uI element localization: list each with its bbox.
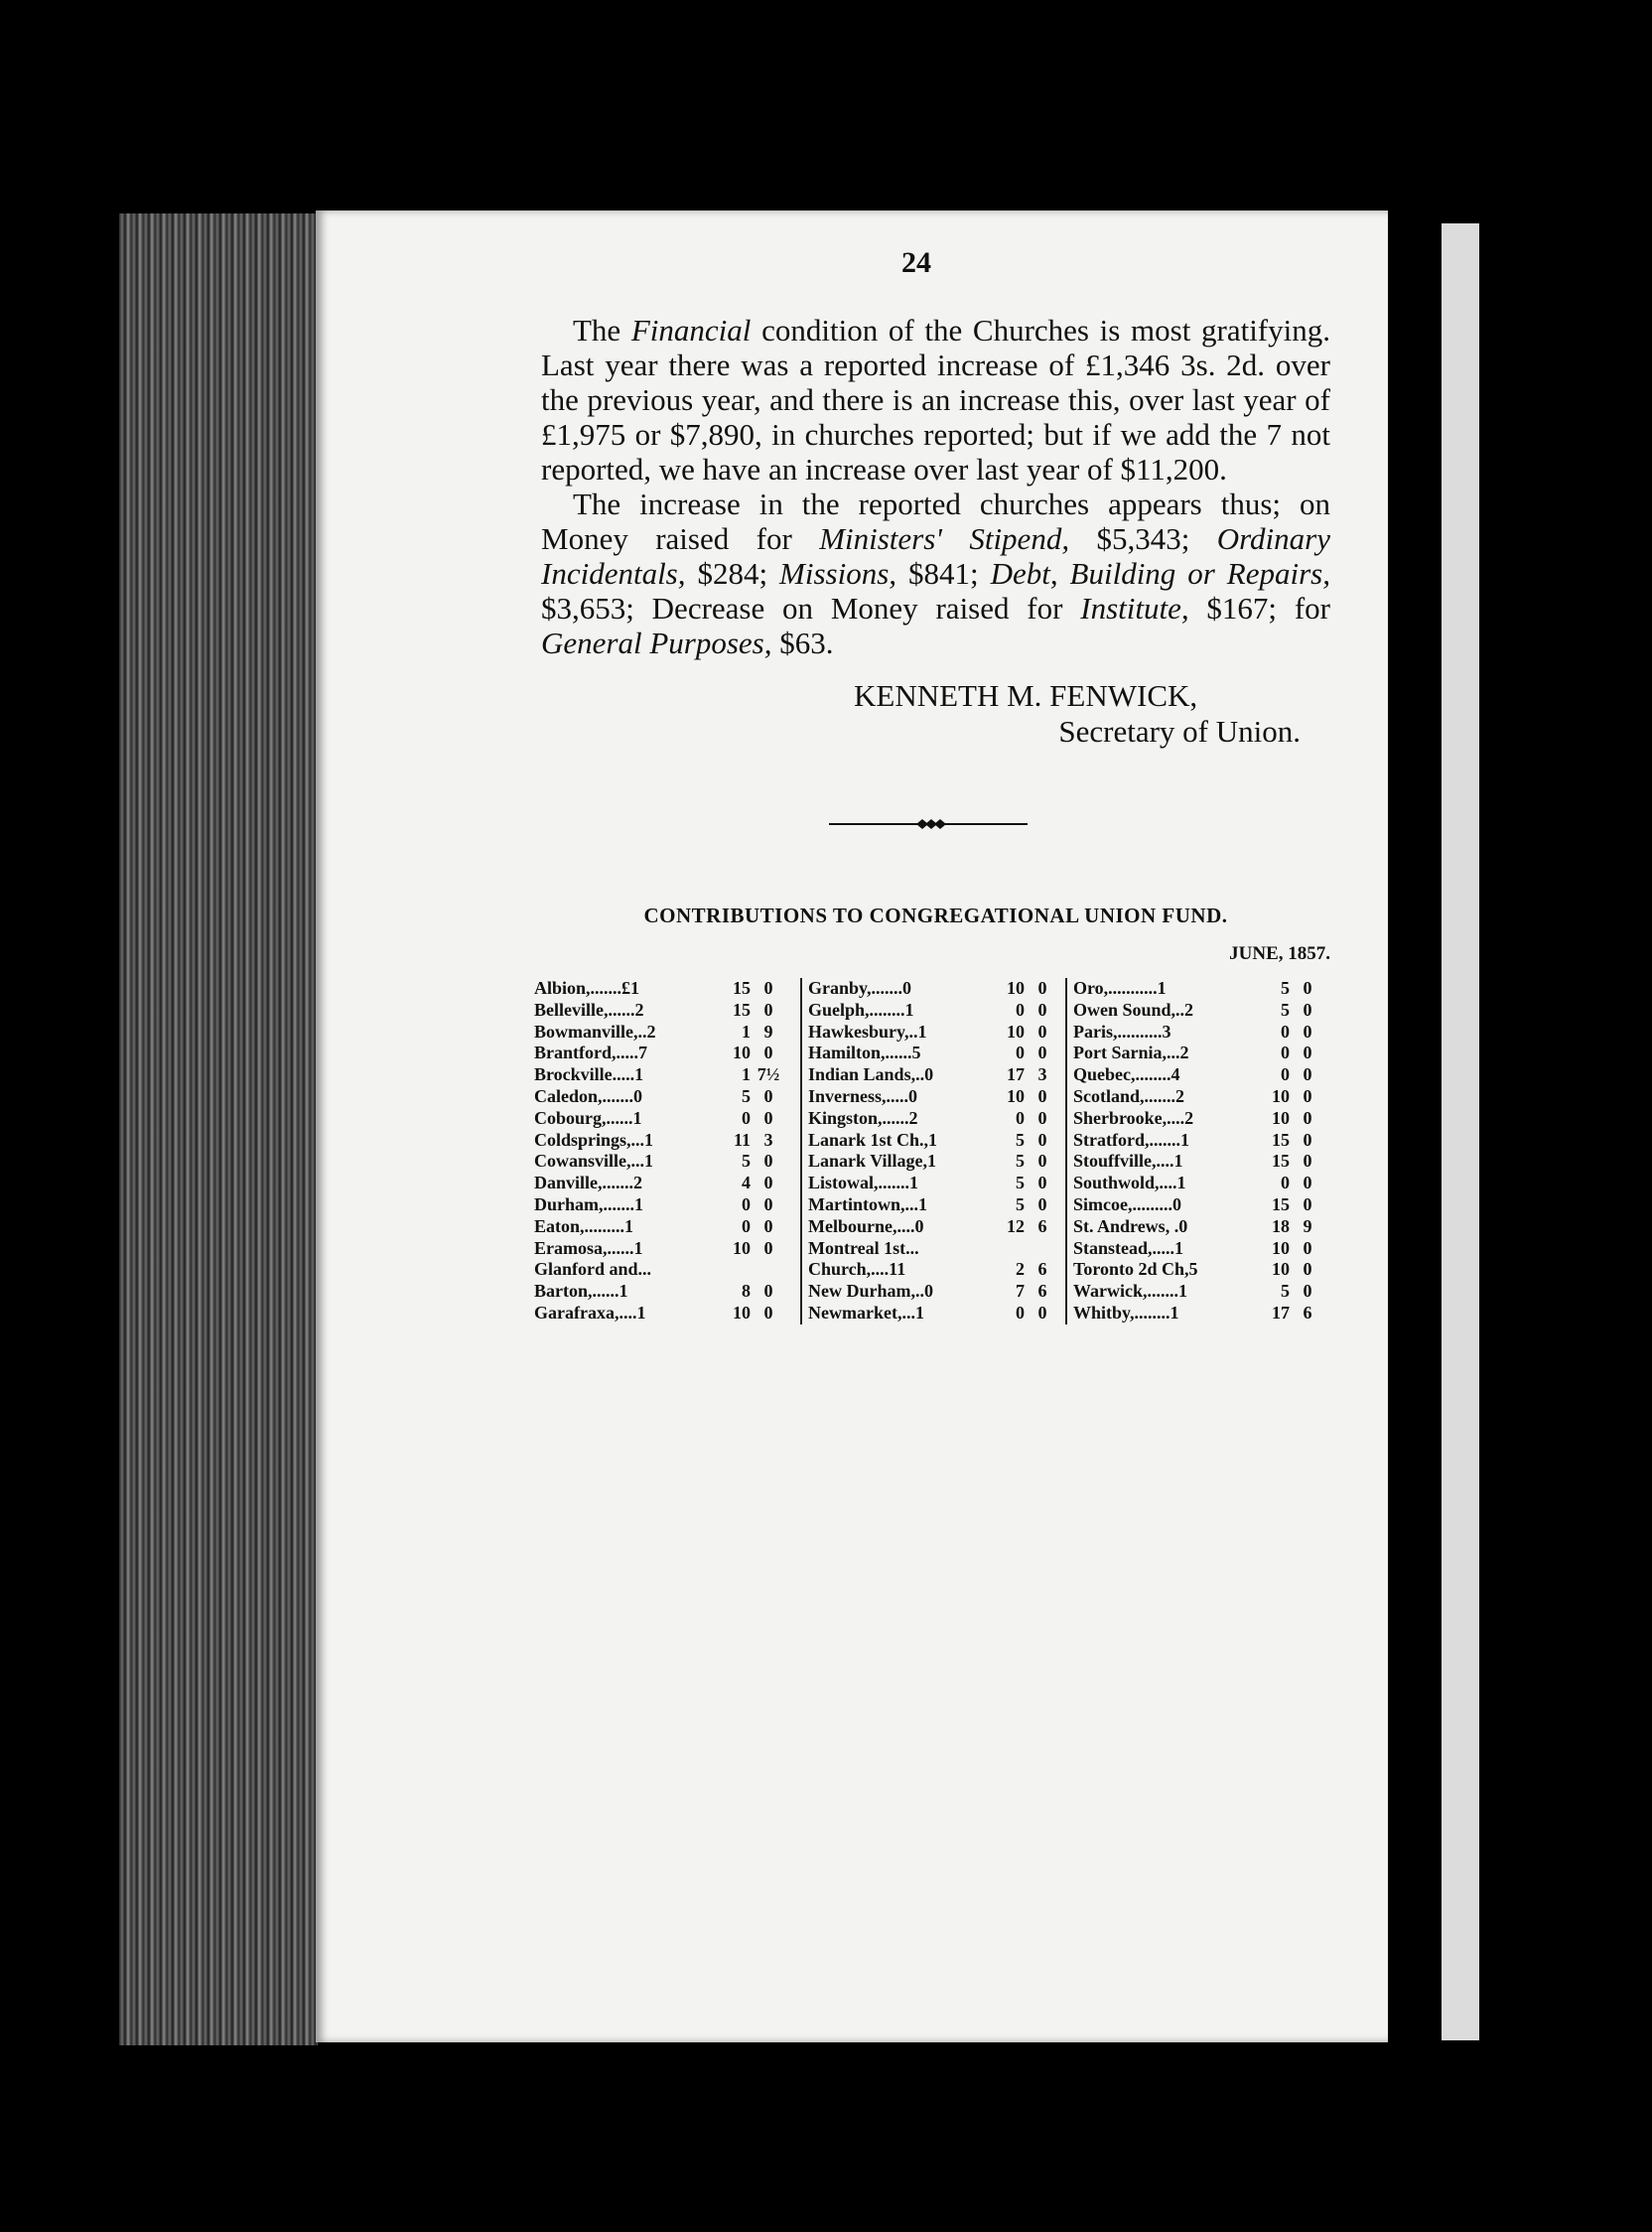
amount-shillings: 5	[742, 1151, 751, 1172]
table-row	[1073, 1130, 1336, 1152]
amount-pence: 0	[1037, 1151, 1047, 1172]
entry-name: Hamilton,......5	[808, 1043, 921, 1063]
page-number: 24	[901, 246, 931, 279]
table-row	[534, 1000, 797, 1022]
amount-shillings: 10	[1272, 1085, 1290, 1106]
entry-name: Caledon,.......0	[534, 1085, 643, 1106]
column-3	[1065, 978, 1336, 1325]
amount-shillings: 5	[1016, 1193, 1025, 1214]
entry-name: Listowal,.......1	[808, 1173, 919, 1193]
amount-pence: 9	[763, 1021, 773, 1042]
amount-pence: 0	[1037, 1107, 1047, 1128]
entry-name: Barton,......1	[534, 1281, 628, 1302]
entry-name: Cowansville,...1	[534, 1151, 654, 1172]
table-row	[808, 1281, 1071, 1303]
table-row	[1073, 1281, 1336, 1303]
entry-name: Cobourg,......1	[534, 1107, 642, 1128]
table-row	[808, 1151, 1071, 1173]
entry-name: Glanford and...	[534, 1259, 652, 1280]
amount-shillings: 10	[1007, 1085, 1025, 1106]
entry-name: Granby,.......0	[808, 978, 912, 998]
amount-pence: 0	[1303, 1259, 1312, 1280]
table-row	[534, 1043, 797, 1064]
amount-pence: 0	[763, 1043, 773, 1063]
entry-name: Inverness,.....0	[808, 1085, 918, 1106]
table-row	[1073, 1151, 1336, 1173]
amount-shillings: 8	[742, 1281, 751, 1302]
entry-name: Stratford,.......1	[1073, 1129, 1189, 1150]
amount-shillings: 15	[733, 978, 751, 998]
table-row	[1073, 1259, 1336, 1281]
table-row	[534, 978, 797, 1000]
amount-shillings: 15	[733, 999, 751, 1020]
table-row	[534, 1130, 797, 1152]
amount-shillings: 15	[1272, 1193, 1290, 1214]
amount-pence: 3	[1037, 1064, 1047, 1085]
entry-name: New Durham,..0	[808, 1281, 933, 1302]
entry-name: Newmarket,...1	[808, 1302, 924, 1323]
table-row	[1073, 1108, 1336, 1130]
amount-shillings: 5	[742, 1085, 751, 1106]
ornament-divider-icon	[829, 814, 1028, 834]
amount-shillings: 10	[1007, 978, 1025, 998]
amount-shillings: 2	[1016, 1259, 1025, 1280]
entry-name: Hawkesbury,..1	[808, 1021, 927, 1042]
entry-name: Southwold,....1	[1073, 1173, 1186, 1193]
table-row	[534, 1194, 797, 1216]
amount-shillings: 1	[742, 1064, 751, 1085]
entry-name: Brockville.....1	[534, 1064, 644, 1085]
table-date: JUNE, 1857.	[1229, 943, 1330, 964]
amount-pence: 0	[1303, 1129, 1312, 1150]
entry-name: Eaton,.........1	[534, 1215, 634, 1236]
amount-pence: 0	[1303, 1281, 1312, 1302]
amount-pence: 0	[1303, 1021, 1312, 1042]
entry-name: Danville,.......2	[534, 1173, 643, 1193]
table-row	[1073, 1173, 1336, 1194]
table-row	[534, 1303, 797, 1325]
entry-name: Warwick,.......1	[1073, 1281, 1187, 1302]
table-row	[1073, 1194, 1336, 1216]
signature-block	[854, 678, 1301, 750]
table-row	[1073, 1064, 1336, 1086]
entry-name: Melbourne,....0	[808, 1215, 924, 1236]
table-row	[808, 1043, 1071, 1064]
amount-shillings: 10	[733, 1237, 751, 1258]
entry-name: Scotland,.......2	[1073, 1085, 1185, 1106]
amount-shillings: 11	[733, 1129, 751, 1150]
amount-pence: 0	[1037, 1193, 1047, 1214]
amount-pence: 0	[763, 1193, 773, 1214]
amount-pence: 0	[1037, 978, 1047, 998]
body-text	[541, 313, 1330, 660]
amount-pence: 0	[1303, 999, 1312, 1020]
amount-pence: 0	[763, 1107, 773, 1128]
amount-pence: 0	[763, 1085, 773, 1106]
amount-pence: 0	[1303, 1151, 1312, 1172]
table-row	[1073, 1043, 1336, 1064]
amount-shillings: 18	[1272, 1215, 1290, 1236]
amount-pence: 0	[763, 1237, 773, 1258]
amount-pence: 7½	[757, 1064, 780, 1085]
amount-shillings: 0	[742, 1107, 751, 1128]
amount-shillings: 1	[742, 1021, 751, 1042]
table-title: CONTRIBUTIONS TO CONGREGATIONAL UNION FUND.	[643, 904, 1228, 927]
table-row	[808, 1194, 1071, 1216]
entry-name: Kingston,......2	[808, 1107, 918, 1128]
amount-shillings: 5	[1016, 1129, 1025, 1150]
amount-shillings: 10	[1007, 1021, 1025, 1042]
amount-pence: 0	[1037, 1302, 1047, 1323]
table-row	[808, 978, 1071, 1000]
table-row	[808, 1086, 1071, 1108]
entry-name: Garafraxa,....1	[534, 1302, 646, 1323]
entry-name: Quebec,........4	[1073, 1064, 1180, 1085]
amount-pence: 0	[1303, 1107, 1312, 1128]
amount-shillings: 0	[1281, 1173, 1290, 1193]
entry-name: Montreal 1st...	[808, 1237, 919, 1258]
entry-name: Port Sarnia,...2	[1073, 1043, 1189, 1063]
amount-pence: 3	[763, 1129, 773, 1150]
table-row	[534, 1281, 797, 1303]
amount-shillings: 0	[1016, 1107, 1025, 1128]
entry-name: Stanstead,.....1	[1073, 1237, 1184, 1258]
amount-pence: 0	[763, 1215, 773, 1236]
table-row	[534, 1022, 797, 1044]
table-row	[534, 1064, 797, 1086]
amount-pence: 6	[1037, 1215, 1047, 1236]
table-row	[1073, 1303, 1336, 1325]
amount-pence: 0	[1037, 999, 1047, 1020]
amount-shillings: 4	[742, 1173, 751, 1193]
amount-pence: 0	[763, 978, 773, 998]
table-row	[1073, 978, 1336, 1000]
table-row	[534, 1238, 797, 1260]
amount-shillings: 7	[1016, 1281, 1025, 1302]
table-row	[808, 1216, 1071, 1238]
amount-pence: 0	[763, 999, 773, 1020]
amount-pence: 6	[1303, 1302, 1312, 1323]
table-row	[1073, 1238, 1336, 1260]
table-row	[808, 1064, 1071, 1086]
table-row	[808, 1259, 1071, 1281]
entry-name: Simcoe,.........0	[1073, 1193, 1181, 1214]
entry-name: Church,....11	[808, 1259, 906, 1280]
amount-pence: 0	[763, 1302, 773, 1323]
entry-name: Durham,.......1	[534, 1193, 644, 1214]
amount-shillings: 0	[1016, 1302, 1025, 1323]
amount-pence: 0	[1303, 978, 1312, 998]
table-row	[534, 1108, 797, 1130]
amount-shillings: 15	[1272, 1151, 1290, 1172]
table-row	[1073, 1216, 1336, 1238]
amount-shillings: 17	[1272, 1302, 1290, 1323]
amount-pence: 0	[1037, 1173, 1047, 1193]
entry-name: Coldsprings,...1	[534, 1129, 654, 1150]
table-row	[534, 1173, 797, 1194]
table-row	[1073, 1022, 1336, 1044]
amount-shillings: 0	[1281, 1021, 1290, 1042]
amount-pence: 6	[1037, 1281, 1047, 1302]
amount-pence: 0	[1303, 1237, 1312, 1258]
table-row	[808, 1000, 1071, 1022]
signatory-title: Secretary of Union.	[1058, 714, 1301, 749]
entry-name: Martintown,...1	[808, 1193, 927, 1214]
paragraph-financial: The Financial condition of the Churches is most gratifying. Last year there was a reported increase of £1,346 3s. 2d. over the previous year, and there is an increase this, over last year of £1,975 or $7,890, in churches reported; but if we add the 7 not reported, we have an increase over last year of $11,200.	[541, 313, 1330, 487]
entry-name: Paris,..........3	[1073, 1021, 1171, 1042]
amount-pence: 6	[1037, 1259, 1047, 1280]
amount-shillings: 5	[1281, 999, 1290, 1020]
amount-shillings: 10	[1272, 1237, 1290, 1258]
amount-pence: 0	[763, 1151, 773, 1172]
amount-shillings: 5	[1281, 1281, 1290, 1302]
entry-name: Guelph,........1	[808, 999, 914, 1020]
entry-name: St. Andrews, .0	[1073, 1215, 1188, 1236]
table-row	[1073, 1086, 1336, 1108]
amount-shillings: 5	[1281, 978, 1290, 998]
amount-pence: 0	[763, 1173, 773, 1193]
amount-shillings: 5	[1016, 1173, 1025, 1193]
entry-name: Sherbrooke,....2	[1073, 1107, 1194, 1128]
table-row	[808, 1108, 1071, 1130]
contributions-table	[534, 978, 1328, 1330]
amount-pence: 0	[1037, 1043, 1047, 1063]
entry-name: Eramosa,......1	[534, 1237, 643, 1258]
table-row	[534, 1259, 797, 1281]
amount-shillings: 17	[1007, 1064, 1025, 1085]
amount-pence: 9	[1303, 1215, 1312, 1236]
entry-name: Whitby,........1	[1073, 1302, 1179, 1323]
entry-name: Belleville,......2	[534, 999, 644, 1020]
amount-shillings: 0	[742, 1215, 751, 1236]
table-row	[808, 1022, 1071, 1044]
amount-shillings: 10	[1272, 1107, 1290, 1128]
amount-shillings: 10	[733, 1302, 751, 1323]
amount-pence: 0	[1037, 1129, 1047, 1150]
entry-name: Indian Lands,..0	[808, 1064, 934, 1085]
entry-name: Oro,...........1	[1073, 978, 1167, 998]
entry-name: Brantford,.....7	[534, 1043, 647, 1063]
amount-shillings: 10	[733, 1043, 751, 1063]
table-row	[534, 1216, 797, 1238]
entry-name: Lanark 1st Ch.,1	[808, 1129, 938, 1150]
amount-shillings: 0	[1281, 1064, 1290, 1085]
amount-pence: 0	[1037, 1021, 1047, 1042]
book-edge	[119, 213, 318, 2045]
facing-page-edge	[1442, 223, 1479, 2040]
entry-name: Toronto 2d Ch,5	[1073, 1259, 1198, 1280]
amount-pence: 0	[1303, 1085, 1312, 1106]
amount-pence: 0	[763, 1281, 773, 1302]
signatory-name: KENNETH M. FENWICK,	[854, 678, 1198, 713]
amount-shillings: 10	[1272, 1259, 1290, 1280]
paragraph-increase: The increase in the reported churches appears thus; on Money raised for Ministers' Stipend, $5,343; Ordinary Incidentals, $284; Missions, $841; Debt, Building or Repairs, $3,653; Decrease on Money raised for Institute, $167; for General Purposes, $63.	[541, 487, 1330, 660]
entry-name: Lanark Village,1	[808, 1151, 937, 1172]
column-2	[800, 978, 1071, 1325]
table-row	[1073, 1000, 1336, 1022]
amount-shillings: 0	[742, 1193, 751, 1214]
amount-shillings: 0	[1281, 1043, 1290, 1063]
table-row	[808, 1303, 1071, 1325]
amount-pence: 0	[1303, 1064, 1312, 1085]
table-row	[534, 1151, 797, 1173]
entry-name: Stouffville,....1	[1073, 1151, 1183, 1172]
entry-name: Bowmanville,..2	[534, 1021, 656, 1042]
amount-pence: 0	[1303, 1193, 1312, 1214]
amount-pence: 0	[1303, 1043, 1312, 1063]
amount-pence: 0	[1037, 1085, 1047, 1106]
amount-shillings: 0	[1016, 999, 1025, 1020]
table-row	[808, 1238, 1071, 1260]
entry-name: Owen Sound,..2	[1073, 999, 1194, 1020]
amount-shillings: 0	[1016, 1043, 1025, 1063]
table-row	[534, 1086, 797, 1108]
column-1	[534, 978, 797, 1325]
amount-pence: 0	[1303, 1173, 1312, 1193]
table-row	[808, 1130, 1071, 1152]
amount-shillings: 15	[1272, 1129, 1290, 1150]
table-row	[808, 1173, 1071, 1194]
amount-shillings: 12	[1007, 1215, 1025, 1236]
entry-name: Albion,.......£1	[534, 978, 640, 998]
amount-shillings: 5	[1016, 1151, 1025, 1172]
